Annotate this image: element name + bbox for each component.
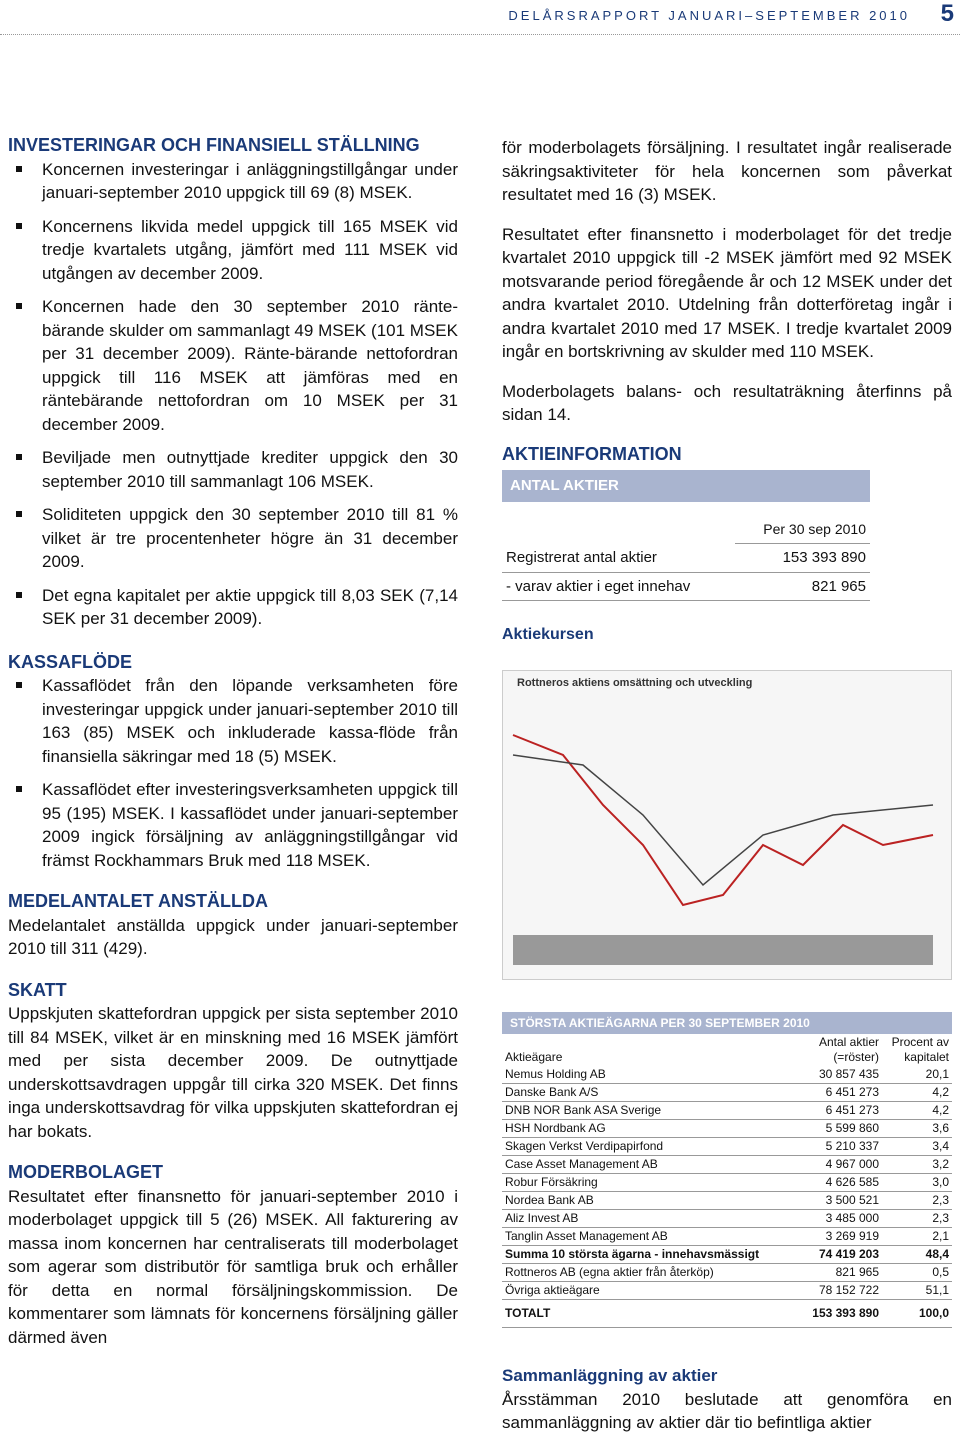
bullet-item: Koncernen hade den 30 september 2010 ränte-bärande skulder om sammanlagt 49 MSEK (101 MSEK per 31 december 2009). Ränte-bärande nettofordran uppgick till 116 MSEK att jämföras med en räntebärande nettofordran om 10 MSEK per 31 december 2009.: [8, 295, 458, 436]
table-row: [502, 544, 870, 573]
table-cell: - varav aktier i eget innehav: [502, 572, 735, 601]
table-row: [502, 1138, 952, 1156]
table-cell: 51,1: [882, 1282, 952, 1300]
table-row: [502, 1156, 952, 1174]
moderbolaget-text: Resultatet efter finansnetto för januari-september 2010 i moderbolaget uppgick till 5 (26) MSEK. All fakturering av massa inom koncernen har centraliserats till moderbolaget som agerar som distributör för samtliga bruk och erhåller för detta en normal försäljningskommission. De kommentarer som lämnats för koncernens försäljning gäller därmed även: [8, 1186, 458, 1347]
table-cell: 821 965: [735, 572, 870, 601]
table-cell: Tanglin Asset Management AB: [502, 1228, 772, 1246]
right-para-2: Resultatet efter finansnetto i moderbolaget för det tredje kvartalet 2010 uppgick till -2 MSEK jämfört med 92 MSEK motsvarande period föregående år och 12 MSEK under det andra kvartalet 2010. Utdelning från dotterföretag ingår i andra kvartalet 2010 med 17 MSEK. I tredje kvartalet 2009 ingår en bortskrivning av skulder med 110 MSEK.: [502, 224, 952, 361]
table-cell: 821 965: [772, 1264, 882, 1282]
medelantal-text: Medelantalet anställda uppgick under januari-september 2010 till 311 (429).: [8, 915, 458, 958]
table-row: [502, 1120, 952, 1138]
table-cell: 100,0: [882, 1300, 952, 1328]
table-cell: 30 857 435: [772, 1066, 882, 1084]
table-row: [502, 1282, 952, 1300]
table-cell: 4 626 585: [772, 1174, 882, 1192]
st-col-procent: Procent av kapitalet: [891, 1035, 949, 1064]
table-cell: Robur Försäkring: [502, 1174, 772, 1192]
table-cell: Aliz Invest AB: [502, 1210, 772, 1228]
table-cell: 0,5: [882, 1264, 952, 1282]
table-row: [502, 1084, 952, 1102]
table-cell: 153 393 890: [772, 1300, 882, 1328]
table-row: [502, 1228, 952, 1246]
table-cell: HSH Nordbank AG: [502, 1120, 772, 1138]
table-cell: Skagen Verkst Verdipapirfond: [502, 1138, 772, 1156]
table-cell: Summa 10 största ägarna - innehavsmässigt: [502, 1246, 772, 1264]
right-column: [502, 136, 952, 647]
heading-aktiekursen: Aktiekursen: [502, 626, 594, 643]
share-price-chart-image: [502, 670, 952, 980]
table-cell: 3,6: [882, 1120, 952, 1138]
heading-investeringar: INVESTERINGAR OCH FINANSIELL STÄLLNING: [8, 135, 420, 155]
table-row: [502, 1300, 952, 1328]
running-header: DELÅRSRAPPORT JANUARI–SEPTEMBER 2010: [508, 8, 910, 23]
table-row: [502, 1210, 952, 1228]
investeringar-list: [8, 158, 458, 631]
table-cell: 3,2: [882, 1156, 952, 1174]
heading-skatt: SKATT: [8, 979, 67, 1000]
table-row: [502, 1102, 952, 1120]
antal-aktier-bar: ANTAL AKTIER: [502, 470, 870, 502]
table-cell: Nemus Holding AB: [502, 1066, 772, 1084]
table-cell: 3 500 521: [772, 1192, 882, 1210]
st-col-antal: Antal aktier (=röster): [818, 1035, 879, 1064]
heading-kassaflode: KASSAFLÖDE: [8, 651, 133, 672]
table-row: [502, 1192, 952, 1210]
table-cell: 6 451 273: [772, 1102, 882, 1120]
table-cell: 3,0: [882, 1174, 952, 1192]
table-cell: 78 152 722: [772, 1282, 882, 1300]
table-cell: 2,3: [882, 1192, 952, 1210]
heading-moderbolaget: MODERBOLAGET: [8, 1162, 163, 1182]
storsta-agarna-bar: STÖRSTA AKTIEÄGARNA PER 30 SEPTEMBER 2010: [502, 1012, 952, 1034]
sammanlaggning-text: Årsstämman 2010 beslutade att genomföra en sammanläggning av aktier där tio befintliga aktier: [502, 1389, 952, 1432]
table-cell: 5 599 860: [772, 1120, 882, 1138]
bullet-item: Beviljade men outnyttjade krediter uppgick den 30 september 2010 till sammanlagt 106 MSEK.: [8, 446, 458, 493]
table-cell: Rottneros AB (egna aktier från återköp): [502, 1264, 772, 1282]
bullet-item: Soliditeten uppgick den 30 september 2010 till 81 % vilket är tre procentenheter högre än 31 december 2009.: [8, 503, 458, 574]
table-cell: DNB NOR Bank ASA Sverige: [502, 1102, 772, 1120]
table-cell: Nordea Bank AB: [502, 1192, 772, 1210]
chart-title: Rottneros aktiens omsättning och utveckling: [517, 677, 753, 689]
page-number: 5: [940, 0, 954, 27]
bullet-item: Koncernens likvida medel uppgick till 165 MSEK vid tredje kvartalets utgång, jämfört med 111 MSEK vid utgången av december 2009.: [8, 215, 458, 286]
table-row: [502, 1246, 952, 1264]
table-row: [502, 1174, 952, 1192]
bullet-item: Kassaflödet från den löpande verksamheten före investeringar uppgick under januari-september 2010 till 163 (85) MSEK och inkluderade kassa-flöde från finansiella säkringar med 18 (5) MSEK.: [8, 674, 458, 768]
skatt-text: Uppskjuten skattefordran uppgick per sista september 2010 till 84 MSEK, vilket är en minskning med 16 MSEK jämfört med per sista december 2009. De outnyttjade underskottsavdragen uppgår till cirka 320 MSEK. Det finns inga underskottsavdrag för vilka uppskjuten skattefordran ej har bokats.: [8, 1004, 458, 1141]
left-column: [8, 128, 458, 1349]
table-cell: 3 485 000: [772, 1210, 882, 1228]
right-para-1: för moderbolagets försäljning. I resultatet ingår realiserade säkringsaktiviteter för hela koncernen som påverkat resultatet med 16 (3) MSEK.: [502, 138, 952, 204]
kassaflode-list: [8, 674, 458, 872]
table-cell: 4,2: [882, 1102, 952, 1120]
table-cell: 2,3: [882, 1210, 952, 1228]
table-row: [502, 1264, 952, 1282]
bullet-item: Kassaflödet efter investeringsverksamheten uppgick till 95 (195) MSEK. I kassaflödet under januari-september 2009 ingick försäljning av anläggningstillgångar vid främst Rockhammars Bruk med 118 MSEK.: [8, 778, 458, 872]
table-cell: Registrerat antal aktier: [502, 544, 735, 573]
table-cell: 153 393 890: [735, 544, 870, 573]
table-cell: 6 451 273: [772, 1084, 882, 1102]
right-para-3: Moderbolagets balans- och resultaträkning återfinns på sidan 14.: [502, 381, 952, 424]
table-cell: 5 210 337: [772, 1138, 882, 1156]
storsta-agarna-box: [502, 1012, 952, 1328]
antal-aktier-box: [502, 470, 870, 601]
table-cell: 3,4: [882, 1138, 952, 1156]
sammanlaggning-section: [502, 1364, 952, 1435]
heading-aktieinformation: AKTIEINFORMATION: [502, 443, 682, 464]
table-cell: Case Asset Management AB: [502, 1156, 772, 1174]
heading-medelantal: MEDELANTALET ANSTÄLLDA: [8, 891, 268, 911]
bullet-item: Det egna kapitalet per aktie uppgick till 8,03 SEK (7,14 SEK per 31 december 2009).: [8, 584, 458, 631]
table-cell: Övriga aktieägare: [502, 1282, 772, 1300]
antal-col-header: Per 30 sep 2010: [735, 502, 870, 544]
st-col-agare: Aktieägare: [505, 1050, 563, 1064]
table-cell: 48,4: [882, 1246, 952, 1264]
table-cell: TOTALT: [502, 1300, 772, 1328]
table-cell: 74 419 203: [772, 1246, 882, 1264]
heading-sammanlaggning: Sammanläggning av aktier: [502, 1366, 718, 1385]
table-row: [502, 1066, 952, 1084]
table-cell: Danske Bank A/S: [502, 1084, 772, 1102]
table-cell: 3 269 919: [772, 1228, 882, 1246]
table-cell: 4 967 000: [772, 1156, 882, 1174]
header-rule: [0, 34, 960, 35]
bullet-item: Koncernen investeringar i anläggningstillgångar under januari-september 2010 uppgick till 69 (8) MSEK.: [8, 158, 458, 205]
table-cell: 2,1: [882, 1228, 952, 1246]
table-row: [502, 572, 870, 601]
table-cell: 4,2: [882, 1084, 952, 1102]
chart-graphic: [503, 695, 951, 975]
table-cell: 20,1: [882, 1066, 952, 1084]
